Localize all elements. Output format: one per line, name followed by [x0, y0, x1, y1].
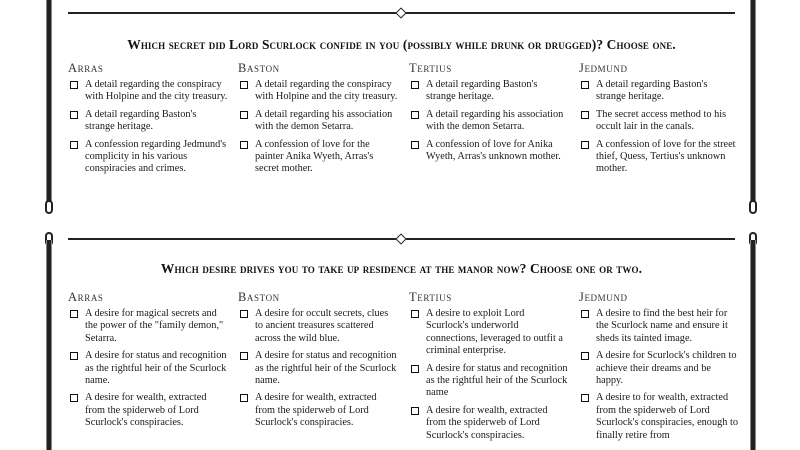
checkbox[interactable] [411, 407, 419, 415]
option-text: A desire for status and recognition as the rightful heir of the Scurlock name. [255, 350, 397, 387]
option-item[interactable] [409, 363, 569, 400]
option-text: A detail regarding his association with the demon Setarra. [426, 108, 564, 133]
option-item[interactable] [68, 139, 228, 176]
option-item[interactable] [409, 139, 569, 164]
option-text: A detail regarding his association with the demon Setarra. [255, 108, 393, 133]
character-column-arras [68, 290, 228, 435]
checkbox[interactable] [411, 310, 419, 318]
checkbox[interactable] [581, 111, 589, 119]
option-text: The secret access method to his occult lair in the canals. [596, 108, 727, 133]
option-item[interactable] [68, 79, 228, 104]
right-frame-border-top [750, 0, 756, 212]
character-name: Jedmund [579, 290, 628, 304]
frame-ornament [749, 200, 757, 214]
frame-ornament [45, 200, 53, 214]
left-frame-border-bottom [46, 240, 52, 450]
divider-diamond [395, 7, 406, 18]
option-item[interactable] [238, 79, 398, 104]
checkbox[interactable] [240, 111, 248, 119]
option-text: A detail regarding Baston's strange heritage. [426, 79, 538, 103]
option-item[interactable] [579, 139, 739, 176]
option-item[interactable] [68, 109, 228, 134]
option-item[interactable] [68, 308, 228, 345]
option-text: A desire for wealth, extracted from the spiderweb of Lord Scurlock's conspiracies. [426, 404, 548, 441]
divider-diamond [395, 233, 406, 244]
left-frame-border-top [46, 0, 52, 212]
option-item[interactable] [409, 79, 569, 104]
option-item[interactable] [409, 308, 569, 358]
option-text: A confession regarding Jedmund's complicity in his various conspiracies and crimes. [85, 138, 227, 175]
option-item[interactable] [579, 350, 739, 387]
option-text: A desire to find the best heir for the Scurlock name and ensure it sheds its tainted image. [596, 308, 728, 344]
option-text: A desire for status and recognition as the rightful heir of the Scurlock name. [85, 350, 227, 387]
character-name: Baston [238, 290, 280, 304]
option-text: A desire to for wealth, extracted from the spiderweb of Lord Scurlock's conspiracies, enough to finally retire from [596, 392, 738, 441]
character-name: Tertius [409, 290, 452, 304]
option-text: A confession of love for Anika Wyeth, Arras's unknown mother. [426, 138, 561, 163]
option-item[interactable] [68, 350, 228, 387]
checkbox[interactable] [240, 352, 248, 360]
checkbox[interactable] [70, 81, 78, 89]
option-text: A desire for Scurlock's children to achieve their dreams and be happy. [596, 350, 737, 387]
checkbox[interactable] [581, 394, 589, 402]
character-column-jedmund [579, 61, 739, 181]
checkbox[interactable] [411, 365, 419, 373]
checkbox[interactable] [581, 141, 589, 149]
option-item[interactable] [579, 308, 739, 345]
option-text: A detail regarding Baston's strange heritage. [85, 108, 197, 133]
character-column-arras [68, 61, 228, 181]
checkbox[interactable] [70, 352, 78, 360]
question-heading: Which desire drives you to take up residence at the manor now? Choose one or two. [160, 261, 643, 276]
option-item[interactable] [238, 392, 398, 429]
option-text: A desire to exploit Lord Scurlock's underworld connections, leveraged to outfit a criminal enterprise. [426, 308, 563, 357]
right-frame-border-bottom [750, 240, 756, 450]
checkbox[interactable] [70, 141, 78, 149]
character-column-tertius [409, 290, 569, 447]
character-name: Arras [68, 290, 104, 304]
option-item[interactable] [238, 109, 398, 134]
option-text: A desire for wealth, extracted from the spiderweb of Lord Scurlock's conspiracies. [255, 392, 377, 429]
checkbox[interactable] [411, 81, 419, 89]
checkbox[interactable] [240, 310, 248, 318]
checkbox[interactable] [411, 111, 419, 119]
checkbox[interactable] [70, 310, 78, 318]
character-name: Jedmund [579, 61, 628, 75]
option-text: A desire for occult secrets, clues to ancient treasures scattered across the wild blue. [255, 308, 389, 344]
option-text: A confession of love for the street thief, Quess, Tertius's unknown mother. [596, 138, 736, 175]
option-text: A detail regarding the conspiracy with Holpine and the city treasury. [255, 79, 398, 103]
option-text: A desire for status and recognition as the rightful heir of the Scurlock name [426, 362, 568, 399]
option-item[interactable] [409, 405, 569, 442]
option-text: A desire for magical secrets and the power of the "family demon," Setarra. [85, 308, 224, 344]
checkbox[interactable] [411, 141, 419, 149]
character-name: Arras [68, 61, 104, 75]
option-item[interactable] [238, 350, 398, 387]
option-text: A desire for wealth, extracted from the spiderweb of Lord Scurlock's conspiracies. [85, 392, 207, 429]
checkbox[interactable] [581, 310, 589, 318]
checkbox[interactable] [581, 352, 589, 360]
option-item[interactable] [579, 79, 739, 104]
character-name: Baston [238, 61, 280, 75]
option-item[interactable] [579, 109, 739, 134]
checkbox[interactable] [240, 81, 248, 89]
option-item[interactable] [68, 392, 228, 429]
checkbox[interactable] [70, 111, 78, 119]
checkbox[interactable] [240, 394, 248, 402]
character-column-tertius [409, 61, 569, 168]
option-text: A detail regarding the conspiracy with Holpine and the city treasury. [85, 79, 228, 103]
option-text: A confession of love for the painter Anika Wyeth, Arras's secret mother. [255, 138, 374, 175]
option-text: A detail regarding Baston's strange heritage. [596, 79, 708, 103]
character-name: Tertius [409, 61, 452, 75]
checkbox[interactable] [240, 141, 248, 149]
checkbox[interactable] [70, 394, 78, 402]
character-column-baston [238, 61, 398, 181]
checkbox[interactable] [581, 81, 589, 89]
option-item[interactable] [238, 139, 398, 176]
option-item[interactable] [579, 392, 739, 442]
character-column-jedmund [579, 290, 739, 447]
option-item[interactable] [409, 109, 569, 134]
option-item[interactable] [238, 308, 398, 345]
character-column-baston [238, 290, 398, 435]
question-heading: Which secret did Lord Scurlock confide in you (possibly while drunk or drugged)? Choose one. [127, 37, 676, 52]
